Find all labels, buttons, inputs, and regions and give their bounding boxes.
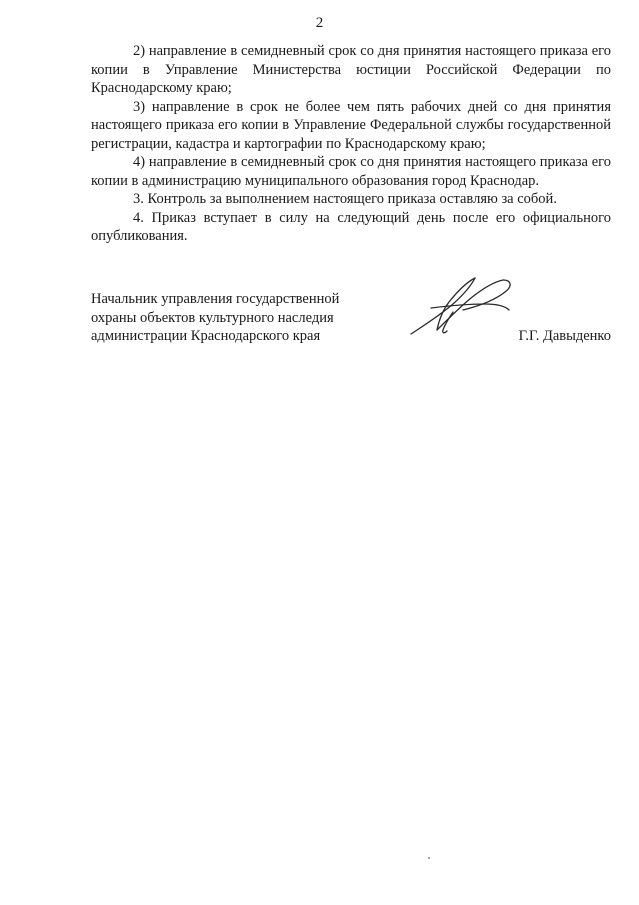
paragraph-item-3: 3) направление в срок не более чем пять рабочих дней со дня принятия настоящего приказа его копии в Управление Федеральной службы государственной регистрации, кадастра и картографии по Краснодарскому краю;: [91, 98, 611, 152]
order-body: [91, 42, 611, 246]
signer-title: [91, 290, 391, 346]
signer-title-line: охраны объектов культурного наследия: [91, 309, 334, 326]
scan-speck: [428, 857, 430, 859]
page-number: 2: [315, 15, 324, 31]
paragraph-item-2: 2) направление в семидневный срок со дня принятия настоящего приказа его копии в Управление Министерства юстиции Российской Федерации по Краснодарскому краю;: [91, 43, 611, 96]
handwritten-signature-icon: [401, 268, 521, 348]
paragraph-item-4: 4) направление в семидневный срок со дня принятия настоящего приказа его копии в администрацию муниципального образования город Краснодар.: [91, 154, 611, 189]
signer-title-line: администрации Краснодарского края: [91, 328, 321, 344]
signature-block: [91, 290, 611, 350]
signer-title-line: Начальник управления государственной: [91, 291, 340, 307]
paragraph-control-clause: 3. Контроль за выполнением настоящего приказа оставляю за собой.: [133, 191, 557, 207]
signer-name: Г.Г. Давыденко: [518, 328, 611, 344]
paragraph-effective-clause: 4. Приказ вступает в силу на следующий день после его официального опубликования.: [91, 209, 611, 244]
